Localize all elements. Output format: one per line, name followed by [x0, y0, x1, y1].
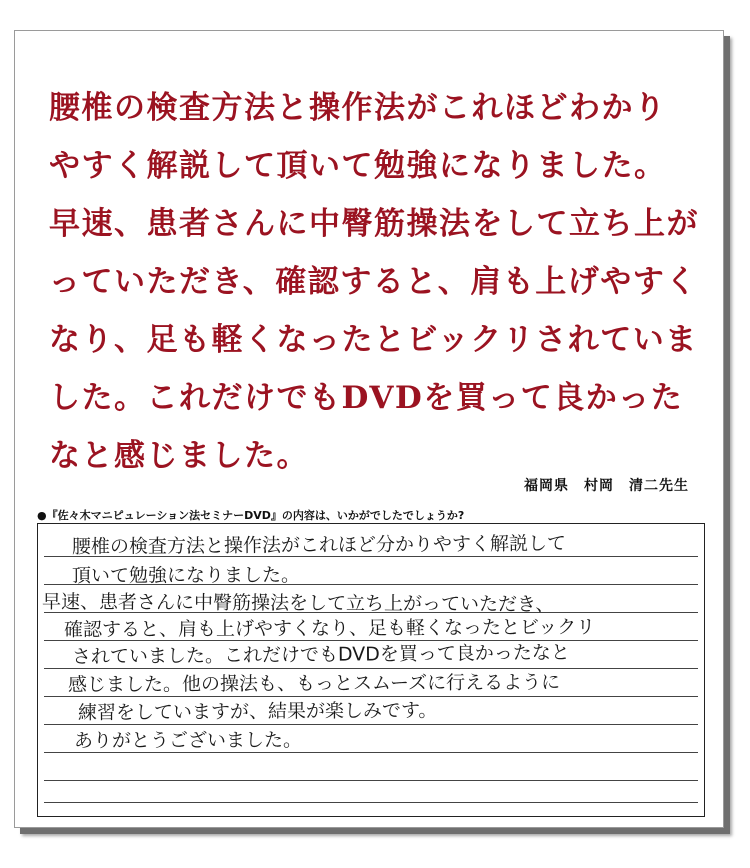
ruled-line [44, 802, 698, 803]
ruled-line [44, 780, 698, 781]
handwritten-line: 確認すると、肩も上げやすくなり、足も軽くなったとビックリ [63, 616, 596, 641]
handwritten-line: されていました。これだけでもDVDを買って良かったなと [71, 641, 570, 668]
handwritten-answer-box [37, 523, 705, 817]
handwritten-line: 頂いて勉強になりました。 [71, 564, 301, 587]
handwritten-line: 感じました。他の操法も、もっとスムーズに行えるように [67, 671, 561, 696]
testimonial-line: なり、足も軽くなったとビックリされていま [49, 322, 698, 358]
testimonial-text [49, 79, 709, 485]
testimonial-line: 早速、患者さんに中臀筋操法をして立ち上が [49, 206, 699, 242]
handwritten-line: 早速、患者さんに中臀筋操法をして立ち上がっていただき、 [42, 591, 555, 616]
survey-question: ●『佐々木マニピュレーション法セミナーDVD』の内容は、いかがでしたでしょうか? [37, 509, 465, 522]
testimonial-card [14, 30, 724, 828]
handwritten-line: 練習をしていますが、結果が楽しみです。 [77, 699, 438, 724]
testimonial-line: なと感じました。 [49, 438, 309, 474]
testimonial-line: っていただき、確認すると、肩も上げやすく [49, 264, 698, 300]
handwritten-line: 腰椎の検査方法と操作法がこれほど分かりやすく解説して [71, 532, 566, 558]
testimonial-line: 腰椎の検査方法と操作法がこれほどわかり [49, 90, 667, 126]
handwritten-line: ありがとうございました。 [73, 729, 303, 752]
author-attribution: 福岡県 村岡 清二先生 [524, 478, 689, 494]
testimonial-line: やすく解説して頂いて勉強になりました。 [49, 148, 667, 184]
testimonial-line: した。これだけでもDVDを買って良かった [49, 380, 684, 416]
